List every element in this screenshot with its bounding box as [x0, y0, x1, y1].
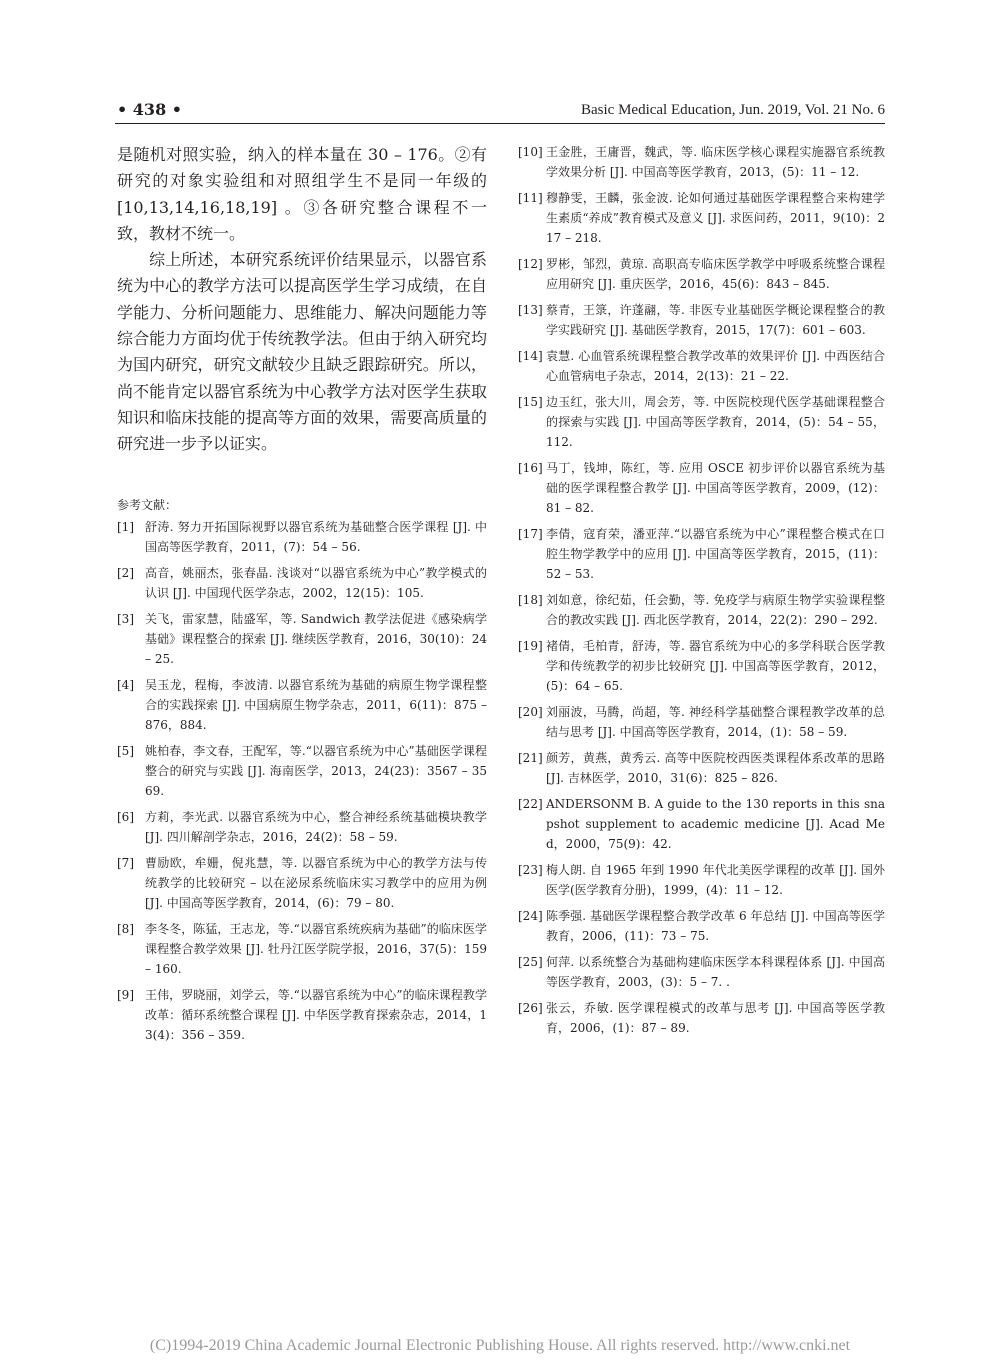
- reference-item: [518, 906, 885, 946]
- reference-item: [117, 985, 487, 1045]
- reference-number: [16]: [518, 461, 543, 475]
- running-header: Basic Medical Education, Jun. 2019, Vol. 21 No. 6: [581, 102, 885, 118]
- reference-number: [12]: [518, 257, 543, 271]
- reference-text: 王金胜，王庸晋，魏武，等. 临床医学核心课程实施器官系统教学效果分析 [J]. 中国高等医学教育，2013，(5)：11 – 12.: [546, 145, 885, 179]
- reference-item: [518, 952, 885, 992]
- reference-text: 蔡青，王箓，许蓬翮，等. 非医专业基础医学概论课程整合的教学实践研究 [J]. 基础医学教育，2015，17(7)：601 – 603.: [546, 303, 885, 337]
- reference-text: 马丁，钱坤，陈红，等. 应用 OSCE 初步评价以器官系统为基础的医学课程整合教学 [J]. 中国高等医学教育，2009，(12)：81 – 82.: [546, 461, 885, 515]
- reference-number: [4]: [117, 677, 134, 692]
- reference-number: [9]: [117, 987, 134, 1002]
- header-divider: [115, 123, 885, 124]
- conclusion-text: 综上所述，本研究系统评价结果显示，以器官系统为中心的教学方法可以提高医学生学习成绩，在自学能力、分析问题能力、思维能力、解决问题能力等综合能力方面均优于传统教学法。但由于纳入研究均为国内研究，研究文献较少且缺乏跟踪研究。所以，尚不能肯定以器官系统为中心教学方法对医学生获取知识和临床技能的提高等方面的效果，需要高质量的研究进一步予以证实。: [117, 250, 487, 454]
- page-number: • 438 •: [117, 100, 182, 119]
- reference-text: 罗彬，邹烈，黄琼. 高职高专临床医学教学中呼吸系统整合课程应用研究 [J]. 重庆医学，2016，45(6)：843 – 845.: [546, 257, 885, 291]
- reference-item: [518, 392, 885, 452]
- reference-item: [518, 524, 885, 584]
- reference-text: 袁慧. 心血管系统课程整合教学改革的效果评价 [J]. 中西医结合心血管病电子杂志，2014，2(13)：21 – 22.: [546, 349, 885, 383]
- reference-item: [518, 794, 885, 854]
- reference-text: 梅人朗. 自 1965 年到 1990 年代北美医学课程的改革 [J]. 国外医学(医学教育分册)，1999，(4)：11 – 12.: [546, 863, 885, 897]
- reference-item: [117, 807, 487, 847]
- reference-number: [3]: [117, 611, 134, 626]
- reference-item: [518, 142, 885, 182]
- left-column: [117, 142, 487, 1051]
- reference-number: [5]: [117, 743, 134, 758]
- reference-number: [18]: [518, 593, 543, 607]
- reference-item: [117, 563, 487, 603]
- reference-item: [518, 300, 885, 340]
- reference-number: [1]: [117, 519, 134, 534]
- reference-number: [13]: [518, 303, 543, 317]
- reference-text: 吴玉龙，程梅，李波清. 以器官系统为基础的病原生物学课程整合的实践探索 [J]. 中国病原生物学杂志，2011，6(11)：875 – 876，884.: [145, 677, 487, 732]
- reference-text: 刘丽波，马腾，尚超，等. 神经科学基础整合课程教学改革的总结与思考 [J]. 中国高等医学教育，2014，(1)：58 – 59.: [546, 705, 885, 739]
- reference-number: [25]: [518, 955, 543, 969]
- reference-item: [518, 748, 885, 788]
- reference-item: [117, 675, 487, 735]
- reference-text: 李冬冬，陈猛，王志龙，等.“以器官系统疾病为基础”的临床医学课程整合教学效果 [J]. 牡丹江医学院学报，2016，37(5)：159 – 160.: [145, 921, 487, 976]
- reference-text: 褚倩，毛柏青，舒涛，等. 器官系统为中心的多学科联合医学教学和传统教学的初步比较研究 [J]. 中国高等医学教育，2012，(5)：64 – 65.: [546, 639, 885, 693]
- reference-text: 姚柏春，李文春，王配军，等.“以器官系统为中心”基础医学课程整合的研究与实践 [J]. 海南医学，2013，24(23)：3567 – 3569.: [145, 743, 487, 798]
- reference-number: [10]: [518, 145, 543, 159]
- reference-text: 王伟，罗晓丽，刘学云，等.“以器官系统为中心”的临床课程教学改革：循环系统整合课程 [J]. 中华医学教育探索杂志，2014，13(4)：356 – 359.: [145, 987, 487, 1042]
- reference-item: [518, 188, 885, 248]
- reference-item: [518, 254, 885, 294]
- reference-number: [19]: [518, 639, 543, 653]
- reference-item: [518, 860, 885, 900]
- reference-text: 陈季强. 基础医学课程整合教学改革 6 年总结 [J]. 中国高等医学教育，2006，(11)：73 – 75.: [546, 909, 885, 943]
- reference-text: 方莉，李光武. 以器官系统为中心，整合神经系统基础模块教学 [J]. 四川解剖学杂志，2016，24(2)：58 – 59.: [145, 809, 487, 844]
- reference-number: [15]: [518, 395, 543, 409]
- reference-number: [22]: [518, 797, 543, 811]
- reference-item: [117, 853, 487, 913]
- reference-number: [24]: [518, 909, 543, 923]
- reference-list-right: [518, 142, 885, 1044]
- reference-text: 颜芳，黄燕，黄秀云. 高等中医院校西医类课程体系改革的思路 [J]. 吉林医学，2010，31(6)：825 – 826.: [546, 751, 885, 785]
- reference-text: 何萍. 以系统整合为基础构建临床医学本科课程体系 [J]. 中国高等医学教育，2003，(3)：5 – 7. .: [546, 955, 885, 989]
- reference-text: ANDERSONM B. A guide to the 130 reports in this snapshot supplement to academic medicine [J]. Acad Med，2000，75(9)：42.: [546, 797, 885, 851]
- reference-item: [117, 517, 487, 557]
- reference-number: [11]: [518, 191, 543, 205]
- reference-text: 刘如意，徐纪茹，任会勤，等. 免疫学与病原生物学实验课程整合的教改实践 [J]. 西北医学教育，2014，22(2)：290 – 292.: [546, 593, 885, 627]
- reference-list-left: [117, 517, 487, 1045]
- reference-number: [26]: [518, 1001, 543, 1015]
- reference-item: [518, 346, 885, 386]
- reference-text: 高音，姚丽杰，张春晶. 浅谈对“以器官系统为中心”教学模式的认识 [J]. 中国现代医学杂志，2002，12(15)：105.: [145, 565, 487, 600]
- reference-text: 舒涛. 努力开拓国际视野以器官系统为基础整合医学课程 [J]. 中国高等医学教育，2011，(7)：54 – 56.: [145, 519, 487, 554]
- reference-item: [518, 590, 885, 630]
- body-paragraph: [117, 247, 487, 457]
- reference-number: [2]: [117, 565, 134, 580]
- reference-number: [14]: [518, 349, 543, 363]
- reference-text: 关飞，雷家慧，陆盛军，等. Sandwich 教学法促进《感染病学基础》课程整合的探索 [J]. 继续医学教育，2016，30(10)：24 – 25.: [145, 611, 487, 666]
- reference-item: [117, 609, 487, 669]
- reference-number: [20]: [518, 705, 543, 719]
- copyright-footer: (C)1994-2019 China Academic Journal Electronic Publishing House. All rights reserved. http://www.cnki.net: [149, 1337, 851, 1354]
- reference-item: [117, 741, 487, 801]
- reference-number: [17]: [518, 527, 543, 541]
- reference-item: [518, 458, 885, 518]
- reference-item: [117, 919, 487, 979]
- reference-number: [21]: [518, 751, 543, 765]
- reference-item: [518, 998, 885, 1038]
- reference-text: 李倩，寇育荣，潘亚萍.“以器官系统为中心”课程整合模式在口腔生物学教学中的应用 [J]. 中国高等医学教育，2015，(11)：52 – 53.: [546, 527, 885, 581]
- body-paragraph: 是随机对照实验，纳入的样本量在 30 – 176。②有研究的对象实验组和对照组学生不是同一年级的 [10,13,14,16,18,19] 。③各研究整合课程不一致，教材不统一。: [117, 145, 487, 243]
- reference-text: 张云，乔敏. 医学课程模式的改革与思考 [J]. 中国高等医学教育，2006，(1)：87 – 89.: [546, 1001, 885, 1035]
- reference-text: 曹励欧，牟姗，倪兆慧，等. 以器官系统为中心的教学方法与传统教学的比较研究 – 以在泌尿系统临床实习教学中的应用为例 [J]. 中国高等医学教育，2014，(6)：79 – 80.: [145, 855, 487, 910]
- reference-text: 边玉红，张大川，周会芳，等. 中医院校现代医学基础课程整合的探索与实践 [J]. 中国高等医学教育，2014，(5)：54 – 55，112.: [546, 395, 885, 449]
- reference-item: [518, 636, 885, 696]
- reference-number: [7]: [117, 855, 134, 870]
- reference-number: [6]: [117, 809, 134, 824]
- reference-text: 穆静雯，王麟，张金波. 论如何通过基础医学课程整合来构建学生素质“养成”教育模式及意义 [J]. 求医问药，2011，9(10)：217 – 218.: [546, 191, 885, 245]
- reference-item: [518, 702, 885, 742]
- references-heading: 参考文献：: [117, 497, 178, 512]
- reference-number: [8]: [117, 921, 134, 936]
- reference-number: [23]: [518, 863, 543, 877]
